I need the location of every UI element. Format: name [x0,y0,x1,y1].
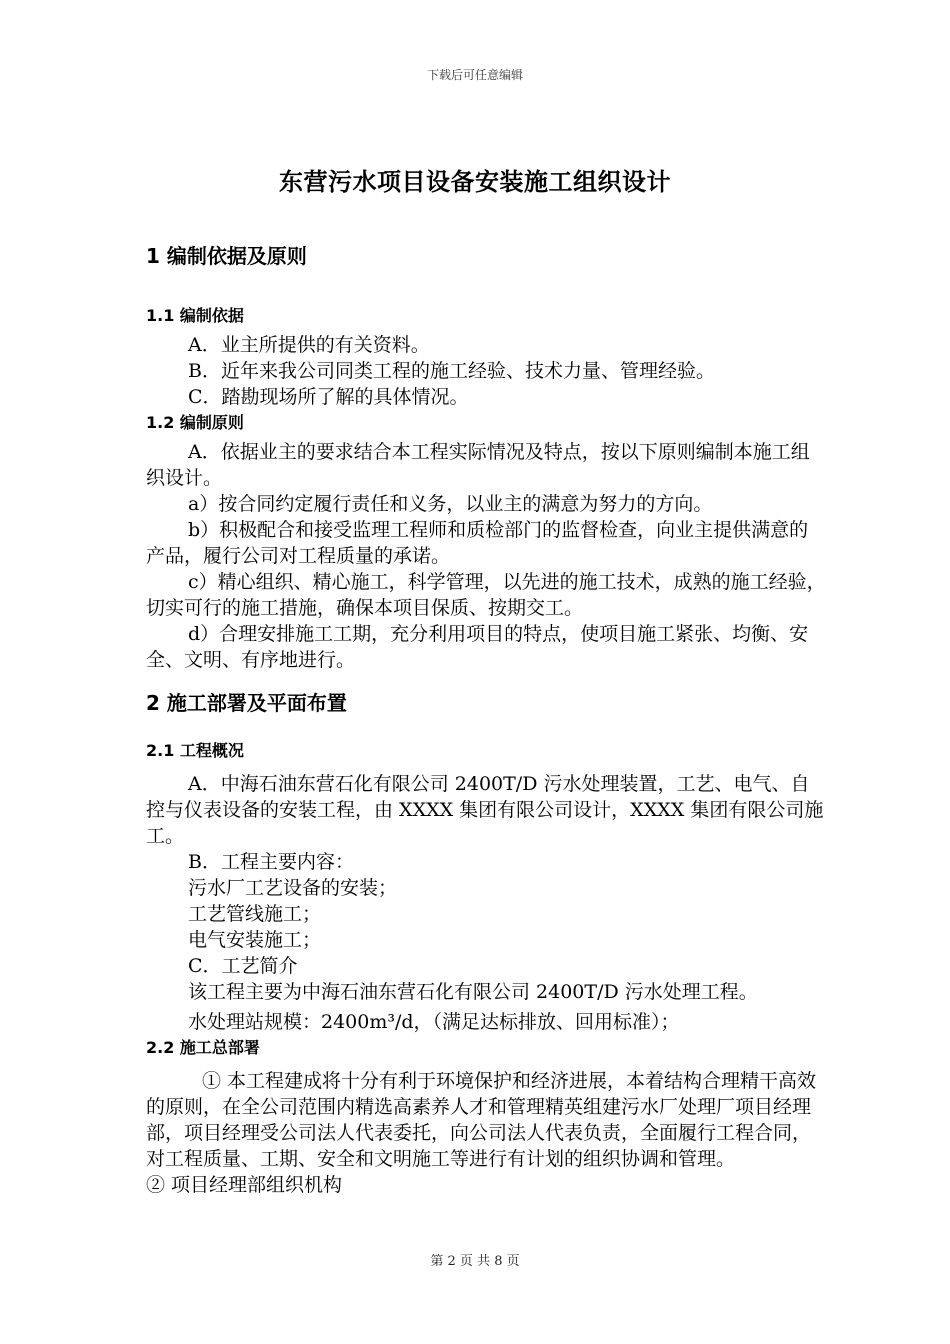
deployment-paragraph-1: ① 本工程建成将十分有利于环境保护和经济进展，本着结构合理精干高效的原则，在全公司范围内精选高素养人才和管理精英组建污水厂处理厂项目经理部，项目经理受公司法人代表委托，向公司法人代表负责，全面履行工程合同，对工程质量、工期、安全和文明施工等进行有计划的组织协调和管理。 [146,1070,817,1170]
deployment-paragraph-2: ② 项目经理部组织机构 [146,1174,343,1196]
principle-item-a: a）按合同约定履行责任和义务，以业主的满意为努力的方向。 [188,493,713,515]
overview-paragraph-a: A．中海石油东营石化有限公司 2400T/D 污水处理装置，工艺、电气、自控与仪表设备的安装工程，由 XXXX 集团有限公司设计，XXXX 集团有限公司施工。 [146,773,824,847]
overview-b-item: 污水厂工艺设备的安装； [188,877,398,899]
basis-item-c: C．踏勘现场所了解的具体情况。 [188,386,469,408]
overview-paragraph-b: B．工程主要内容： [188,851,354,873]
section-1-heading: 1 编制依据及原则 [146,244,307,268]
basis-item-b: B．近年来我公司同类工程的施工经验、技术力量、管理经验。 [188,360,715,382]
overview-paragraph-c: C．工艺简介 [188,955,298,977]
overview-b-item: 电气安装施工； [188,929,322,951]
page-number: 第 2 页 共 8 页 [430,1254,520,1269]
plant-scale: 水处理站规模：2400m³/d，（满足达标排放、回用标准）； [188,1011,680,1033]
document-body [146,234,826,1198]
principle-item-c: c）精心组织、精心施工，科学管理，以先进的施工技术，成熟的施工经验，切实可行的施工措施，确保本项目保质、按期交工。 [146,571,826,619]
document-title: 东营污水项目设备安装施工组织设计 [279,168,671,196]
section-2-2-heading: 2.2 施工总部署 [146,1038,260,1057]
principle-paragraph-a: A．依据业主的要求结合本工程实际情况及特点，按以下原则编制本施工组织设计。 [146,441,810,489]
basis-item-a: A．业主所提供的有关资料。 [188,334,430,356]
section-1-2-heading: 1.2 编制原则 [146,413,244,432]
process-description: 该工程主要为中海石油东营石化有限公司 2400T/D 污水处理工程。 [188,981,758,1003]
section-1-1-heading: 1.1 编制依据 [146,306,244,325]
overview-b-item: 工艺管线施工； [188,903,322,925]
section-2-heading: 2 施工部署及平面布置 [146,691,347,715]
header-note: 下载后可任意编辑 [426,68,523,82]
principle-item-b: b）积极配合和接受监理工程师和质检部门的监督检查，向业主提供满意的产品，履行公司对工程质量的承诺。 [146,519,809,567]
section-2-1-heading: 2.1 工程概况 [146,741,244,760]
principle-item-d: d）合理安排施工工期，充分利用项目的特点，使项目施工紧张、均衡、安全、文明、有序地进行。 [146,623,809,671]
